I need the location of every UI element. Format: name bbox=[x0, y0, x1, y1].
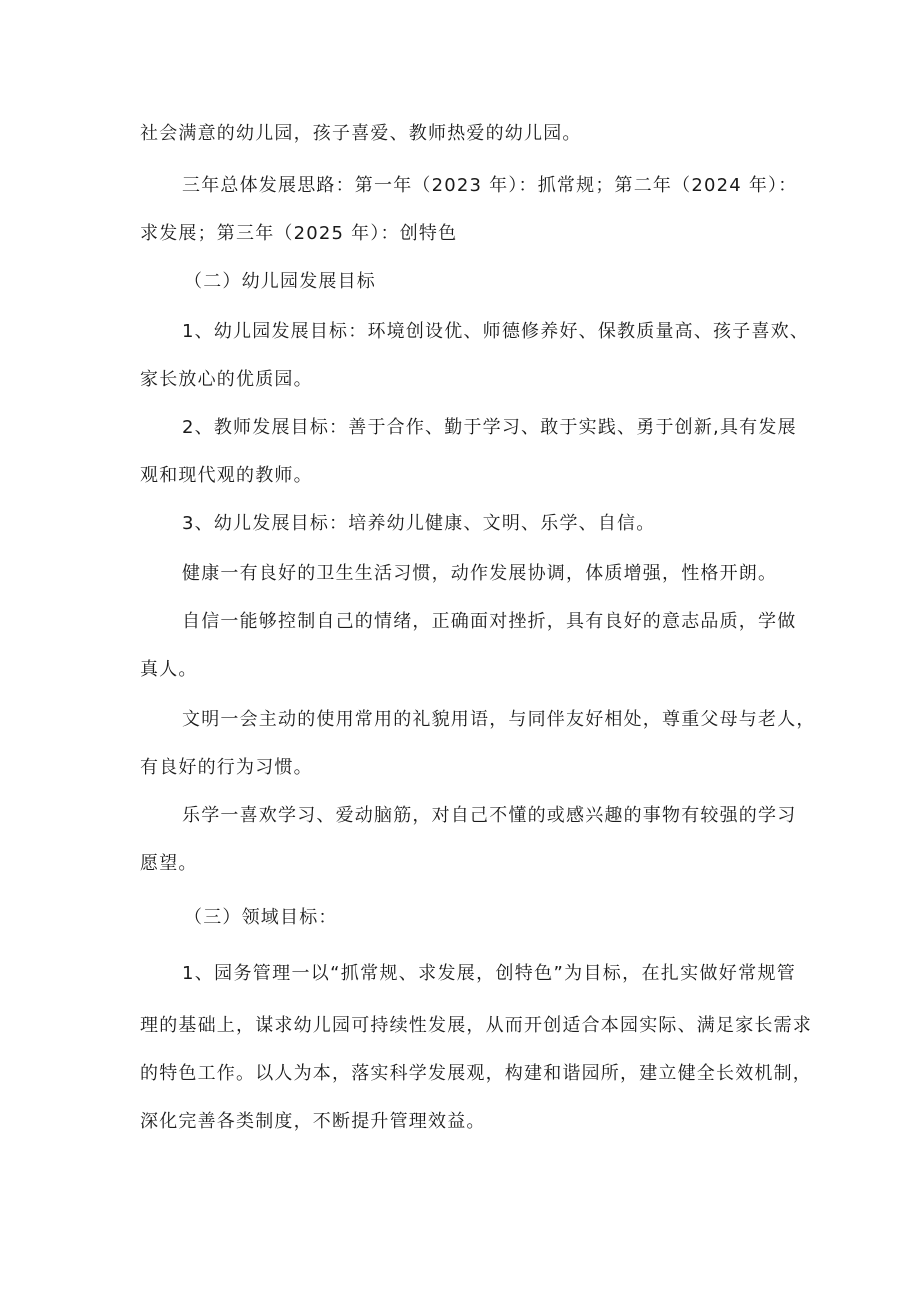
paragraph-line: 自信一能够控制自己的情绪，正确面对挫折，具有良好的意志品质，学做 bbox=[182, 611, 797, 632]
paragraph-line: 真人。 bbox=[140, 659, 198, 680]
paragraph-line: 家长放心的优质园。 bbox=[140, 369, 313, 390]
paragraph-line: 社会满意的幼儿园，孩子喜爱、教师热爱的幼儿园。 bbox=[140, 123, 582, 144]
paragraph-line: 1、园务管理一以“抓常规、求发展，创特色”为目标，在扎实做好常规管 bbox=[182, 963, 796, 984]
paragraph-line: 愿望。 bbox=[140, 853, 198, 874]
paragraph-line: 观和现代观的教师。 bbox=[140, 465, 313, 486]
paragraph-line: 求发展；第三年（2025 年）：创特色 bbox=[140, 223, 458, 244]
paragraph-line: 3、幼儿发展目标：培养幼儿健康、文明、乐学、自信。 bbox=[182, 513, 656, 534]
section-heading: （二）幼儿园发展目标 bbox=[184, 271, 376, 292]
paragraph-line: 乐学一喜欢学习、爱动脑筋，对自己不懂的或感兴趣的事物有较强的学习 bbox=[182, 805, 797, 826]
section-heading: （三）领域目标： bbox=[184, 907, 338, 928]
paragraph-line: 深化完善各类制度，不断提升管理效益。 bbox=[140, 1111, 486, 1132]
paragraph-line: 有良好的行为习惯。 bbox=[140, 757, 313, 778]
paragraph-line: 三年总体发展思路：第一年（2023 年）：抓常规；第二年（2024 年）： bbox=[182, 175, 798, 196]
paragraph-line: 健康一有良好的卫生生活习惯，动作发展协调，体质增强，性格开朗。 bbox=[182, 563, 778, 584]
paragraph-line: 2、教师发展目标：善于合作、勤于学习、敢于实践、勇于创新,具有发展 bbox=[182, 417, 797, 438]
paragraph-line: 理的基础上，谋求幼儿园可持续性发展，从而开创适合本园实际、满足家长需求 bbox=[140, 1015, 812, 1036]
paragraph-line: 的特色工作。以人为本，落实科学发展观，构建和谐园所，建立健全长效机制， bbox=[140, 1063, 812, 1084]
paragraph-line: 文明一会主动的使用常用的礼貌用语，与同伴友好相处，尊重父母与老人， bbox=[182, 709, 816, 730]
paragraph-line: 1、幼儿园发展目标：环境创设优、师德修养好、保教质量高、孩子喜欢、 bbox=[182, 321, 810, 342]
